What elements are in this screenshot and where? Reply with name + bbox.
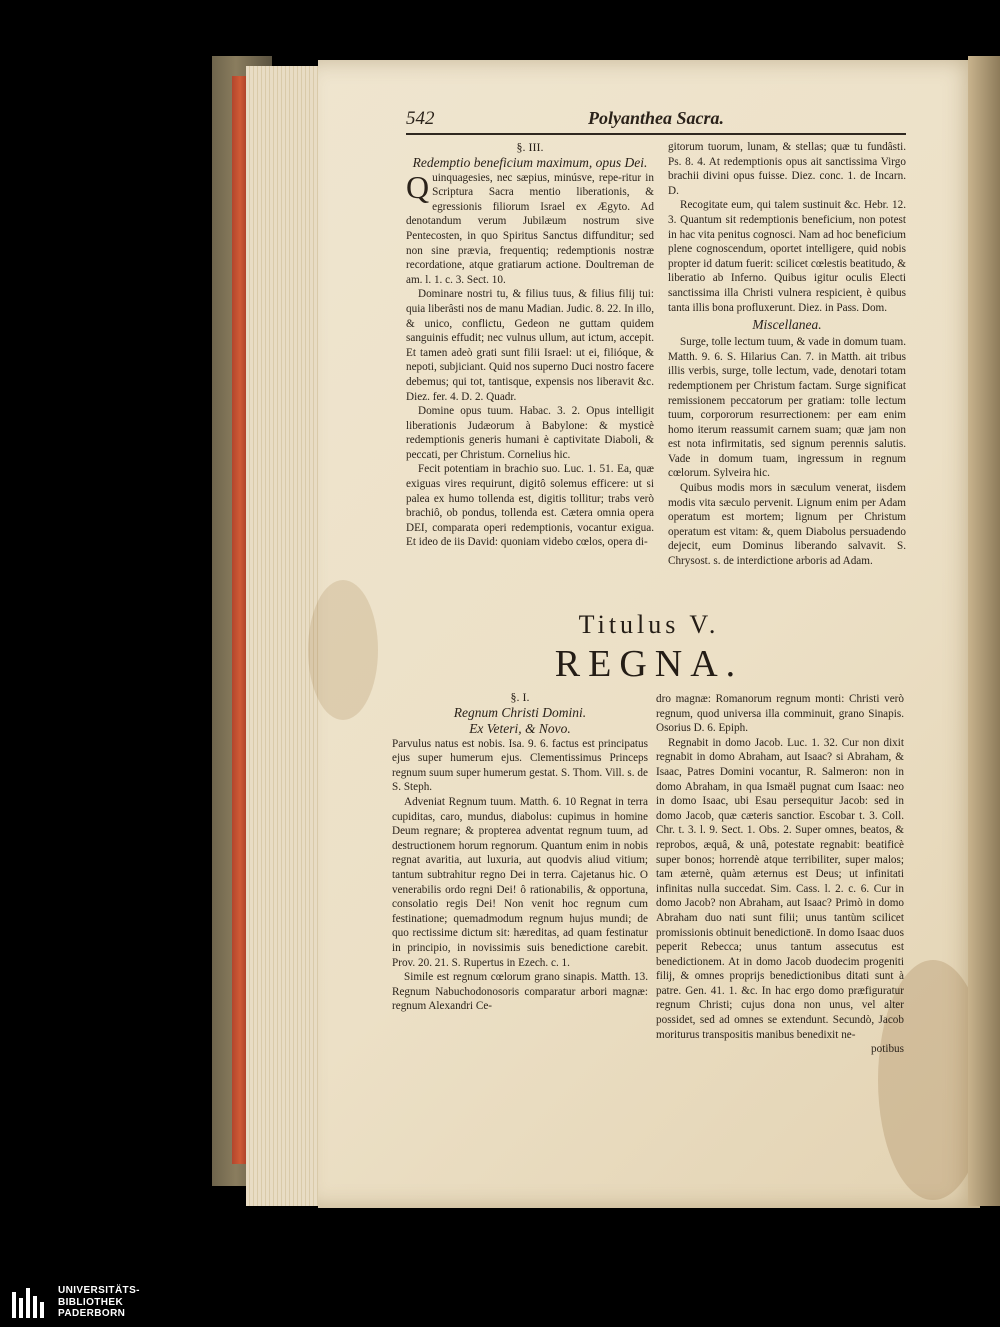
paragraph: Simile est regnum cœlorum grano sinapis. Matth. 13. Regnum Nabuchodonosoris comparatur arbori magnæ: regnum Alexandri Ce- bbox=[392, 971, 648, 1013]
paragraph: gitorum tuorum, lunam, & stellas; quæ tu fundâsti. Ps. 8. 4. At redemptionis opus ait sanctissima Virgo brachii divini opus fuisse. Diez. conc. 1. de Incarn. D. bbox=[668, 141, 906, 197]
paragraph: Surge, tolle lectum tuum, & vade in domum tuam. Matth. 9. 6. S. Hilarius Can. 7. in Matth. ait tribus illis verbis, surge, tolle lectum, vade, denotari totam redemptionem per Christum factam. Surge significat remissionem peccatorum per gratiam: tolle lectum tuum, corpororum resurrectionem: per eam enim homo iterum reassumit carnem suam; quæ jam non est nota infirmitatis, sed signum perennis salutis. Vade in domum tuam, ingressum in regnum cœlorum. Sylveira hic. bbox=[668, 336, 906, 480]
institution-line: BIBLIOTHEK bbox=[58, 1296, 124, 1308]
paragraph: Regnabit in domo Jacob. Luc. 1. 32. Cur non dixit regnabit in domo Abraham, aut Isaac? si Abraham, & Isaac, Patres Domini vocantur, R. Salmeron: non in domo Abraham, in qua Ismaël pugnat cum Isaac: neo in domo Isaac, ubi Esau persequitur Jacob: sed in domo Jacob, quæ cæteris sanctior. Escobar t. 3. Coll. Chr. t. 3. l. 9. Sect. 1. Obs. 2. Super omnes, beatos, & reprobos, æquâ, & unâ, potestate regnabit: beatificè super bonos; horrendè atque terribiliter, super malos; tam æternè, quàm æternus est Deus; ut infinitati infinitas nulla succedat. Sim. Cass. l. 2. c. 6. Cur in domo Jacob? non Abraham, aut Isaac? Primò in domo Abraham duo nati sunt filii; unus tantùm scilicet promissionis obtinuit benedictionē. In domo Isaac duos peperit Rebecca; unus tantum assecutus est benedictionem. At in domo Jacob duodecim progeniti filij, & omnes proprijs benedictionibus ditati sunt à patre. Gen. 41. 1. &c. In hac ergo domo præfiguratur regnum Christi; cujus dona non unus, vel alter possidet, sed ad omnes se extendunt. Secundò, Jacob moriturus transpositis manibus benedixit ne- bbox=[656, 736, 904, 1041]
paragraph: Adveniat Regnum tuum. Matth. 6. 10 Regnat in terra cupiditas, caro, mundus, diabolus: cupimus in homine Deum regnare; & propterea adventat regnum tuum, ad destructionem horum regnorum. Quantum enim in nobis regnat avaritia, aut luxuria, aut quodvis aliud vitium; tantum subtrahitur regno Dei in terra. Cajetanus hic. O venerabilis ordo regni Dei! ô rationabilis, & opportuna, consolatio regis Dei! Non venit hoc regnum cum festinatione; quemadmodum regnum hujus mundi; de quo rectissime dictum sit: hæreditas, ad quam festinatur in principio, in novissimis suis benedictione carebit. Prov. 20. 21. S. Rupertus in Ezech. c. 1. bbox=[392, 795, 648, 969]
institution-line: UNIVERSITÄTS- bbox=[58, 1285, 140, 1296]
section-number: §. III. bbox=[516, 140, 544, 154]
header-rule bbox=[406, 133, 906, 135]
right-column-bottom bbox=[656, 692, 904, 1057]
titulus-label: Titulus V. bbox=[578, 610, 720, 639]
section-heading: Redemptio beneficium maximum, opus Dei. bbox=[412, 154, 648, 170]
right-column-top bbox=[668, 140, 906, 569]
catchword: potibus bbox=[871, 1043, 904, 1056]
section-number: §. I. bbox=[510, 690, 530, 704]
paragraph: Domine opus tuum. Habac. 3. 2. Opus intelligit liberationis Judæorum à Babylone: & mysticè redemptionis generis humani è captivitate Diaboli, & peccati, per Christum. Cornelius hic. bbox=[406, 405, 654, 461]
paragraph: Dominare nostri tu, & filius tuus, & filius filij tui: quia liberâsti nos de manu Madian. Judic. 8. 22. In illo, & unico, conflictu, Gedeon ne guttam quidem sanguinis effudit; nec vulnus ullum, aut ictum, accepit. Et tamen adeò grati sunt filii Israel: ut ei, filióque, & nepoti, subjiciant. Quid nos superno Duci nostro facere debemus; qui tot, tantisque, expensis nos liberavit &c. Diez. fer. 4. D. 2. Quadr. bbox=[406, 288, 654, 403]
paragraph: Quinquagesies, nec sæpius, minúsve, repe-ritur in Scriptura Sacra mentio liberationis, & egressionis filiorum Israel ex Ægyto. Ad denotandum verum Jubilæum nostrum sive Pentecosten, in quo Spiritus Sanctus diffunditur; sed non sine prævia, frequentiq; redemptionis nostræ recordatione, atque gratiarum actione. Doultreman de am. l. 1. c. 3. Sect. 10. bbox=[406, 168, 654, 286]
titulus-title: REGNA. bbox=[554, 643, 744, 685]
paragraph: Recogitate eum, qui talem sustinuit &c. Hebr. 12. 3. Quantum sit redemptionis beneficium, non potest in hac vita penitus cognosci. Nam ad hoc beneficium plene cognoscendum, oportet intelligere, quid nobis propter id datum fuerit: scilicet cœlestis beatitudo, & liberatio ab Inferno. Quibus igitur oculis Electi sanctissima illa Christi vulnera respicient, è quibus tanta illis bona profluxerunt. Diez. in Pass. Dom. bbox=[668, 199, 906, 314]
paragraph: Fecit potentiam in brachio suo. Luc. 1. 51. Ea, quæ exiguas vires requirunt, digitô solemus efficere: ut si palea ex humo tollenda est, digitis tollitur; trabs verò brachiô, ob pondus, tollenda est. Cætera omnia opera DEI, comparata operi redemptionis, vocantur exigua. Et ideo de iis David: quoniam videbo cœlos, opera di- bbox=[406, 463, 654, 549]
section-heading: Regnum Christi Domini. bbox=[453, 704, 587, 720]
left-column-top bbox=[406, 140, 654, 550]
running-title: Polyanthea Sacra. bbox=[588, 108, 725, 128]
left-column-bottom bbox=[392, 690, 648, 1014]
institution-name bbox=[58, 1285, 140, 1320]
paragraph: Quibus modis mors in sæculum venerat, iisdem modis vita sæculo pervenit. Lignum enim per Adam operatum est mortem; lignum per Christum operatum est vitam: &, quem Diabolus persuadendo dejecit, eum Dominus liberando salvavit. S. Chrysost. s. de interdictione arboris ad Adam. bbox=[668, 482, 906, 568]
page-number: 542 bbox=[406, 108, 435, 129]
section-subheading: Ex Veteri, & Novo. bbox=[469, 720, 571, 736]
paragraph: Parvulus natus est nobis. Isa. 9. 6. factus est principatus ejus super humerum ejus. Clementissimus Princeps regnum suum super humerum gestat. S. Thom. Vill. s. de S. Steph. bbox=[392, 737, 648, 794]
institution-line: PADERBORN bbox=[58, 1308, 126, 1319]
library-logo-icon bbox=[12, 1288, 48, 1318]
footer-bar bbox=[0, 1277, 1000, 1327]
initial-letter: Q bbox=[406, 168, 430, 205]
paragraph: dro magnæ: Romanorum regnum monti: Christi verò regnum, quod universa illa comminuit, grano Sinapis. Osorius D. 6. Epiph. bbox=[656, 693, 904, 735]
misc-heading: Miscellanea. bbox=[752, 317, 822, 333]
